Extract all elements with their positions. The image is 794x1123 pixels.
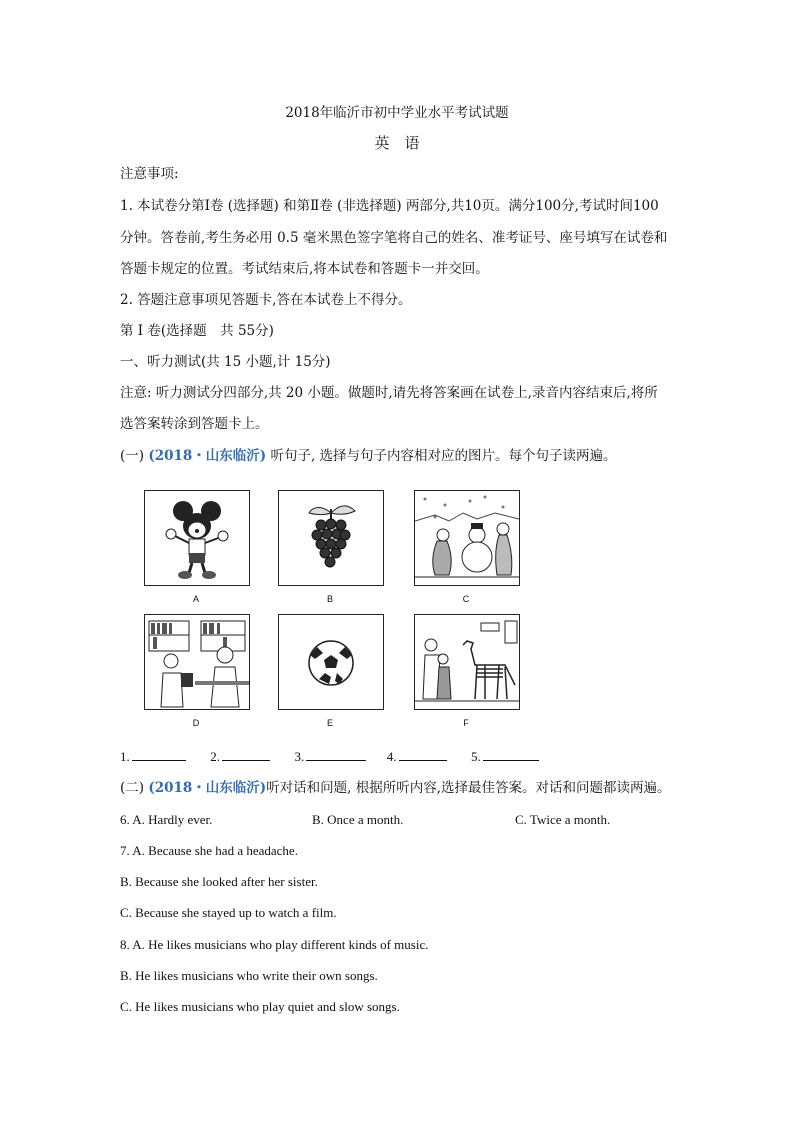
grapes-icon xyxy=(279,491,383,585)
picture-e-label: E xyxy=(326,718,333,728)
blank-5[interactable] xyxy=(483,748,539,761)
blank-4[interactable] xyxy=(399,748,447,761)
blank-3-number: 3. xyxy=(294,749,305,764)
picture-d xyxy=(144,614,250,710)
picture-f-label: F xyxy=(463,718,469,728)
q6-option-b: B. Once a month. xyxy=(312,812,404,827)
listening-note-line2: 选答案转涂到答题卡上。 xyxy=(120,416,269,432)
picture-c xyxy=(414,490,520,586)
q1-prefix: (一) xyxy=(120,448,149,464)
blank-2-number: 2. xyxy=(210,749,220,764)
picture-a xyxy=(144,490,250,586)
notes-item1-line2: 分钟。答卷前,考生务必用 0.5 毫米黑色签字笔将自己的姓名、准考证号、座号填写在试卷和 xyxy=(120,230,668,246)
subject-title: 英 语 xyxy=(374,134,420,152)
q2-text: 听对话和问题, 根据所听内容,选择最佳答案。对话和问题都读两遍。 xyxy=(266,780,671,796)
picture-c-label: C xyxy=(462,594,470,604)
q1-text: 听句子, 选择与句子内容相对应的图片。每个句子读两遍。 xyxy=(266,448,617,464)
blank-2[interactable] xyxy=(222,748,270,761)
picture-d-label: D xyxy=(192,718,200,728)
soccer-ball-icon xyxy=(279,615,383,709)
q7-option-c: C. Because she stayed up to watch a film. xyxy=(120,905,337,920)
q2-prefix: (二) xyxy=(120,780,149,796)
blank-1-number: 1. xyxy=(120,749,130,764)
blank-5-number: 5. xyxy=(471,749,481,764)
q8-option-b: B. He likes musicians who write their own songs. xyxy=(120,968,378,983)
blank-4-number: 4. xyxy=(386,749,397,764)
picture-b xyxy=(278,490,384,586)
q8-option-c: C. He likes musicians who play quiet and slow songs. xyxy=(120,999,400,1014)
picture-f xyxy=(414,614,520,710)
notes-item1-line1: 1. 本试卷分第Ⅰ卷 (选择题) 和第Ⅱ卷 (非选择题) 两部分,共10页。满分100分,考试时间100 xyxy=(120,198,659,214)
part1-heading: 第 I 卷(选择题 共 55分) xyxy=(120,323,274,339)
q2-source: (2018・山东临沂) xyxy=(148,780,267,796)
listening-note-line1: 注意: 听力测试分四部分,共 20 小题。做题时,请先将答案画在试卷上,录音内容结束后,将所 xyxy=(120,385,658,401)
notes-item1-line3: 答题卡规定的位置。考试结束后,将本试卷和答题卡一并交回。 xyxy=(120,261,489,277)
q6-option-c: C. Twice a month. xyxy=(515,812,611,827)
q8-option-a: 8. A. He likes musicians who play different kinds of music. xyxy=(120,937,429,952)
snowman-icon xyxy=(415,491,519,585)
picture-a-label: A xyxy=(192,594,199,604)
library-icon xyxy=(145,615,249,709)
q2-instruction xyxy=(120,779,671,797)
q6-option-a: 6. A. Hardly ever. xyxy=(120,812,213,827)
exam-title: 2018年临沂市初中学业水平考试试题 xyxy=(285,105,509,121)
section-listening: 一、听力测试(共 15 小题,计 15分) xyxy=(120,354,331,370)
picture-e xyxy=(278,614,384,710)
q1-answer-blanks xyxy=(120,748,539,766)
mickey-mouse-icon xyxy=(145,491,249,585)
notes-heading: 注意事项: xyxy=(120,166,179,182)
blank-3[interactable] xyxy=(306,748,366,761)
museum-dinosaur-icon xyxy=(415,615,519,709)
blank-1[interactable] xyxy=(132,748,186,761)
picture-grid xyxy=(120,478,550,736)
q7-option-b: B. Because she looked after her sister. xyxy=(120,874,318,889)
notes-item2: 2. 答题注意事项见答题卡,答在本试卷上不得分。 xyxy=(120,292,412,308)
q1-source: (2018・山东临沂) xyxy=(148,448,267,464)
q1-instruction xyxy=(120,447,617,465)
picture-b-label: B xyxy=(326,594,333,604)
q7-option-a: 7. A. Because she had a headache. xyxy=(120,843,298,858)
